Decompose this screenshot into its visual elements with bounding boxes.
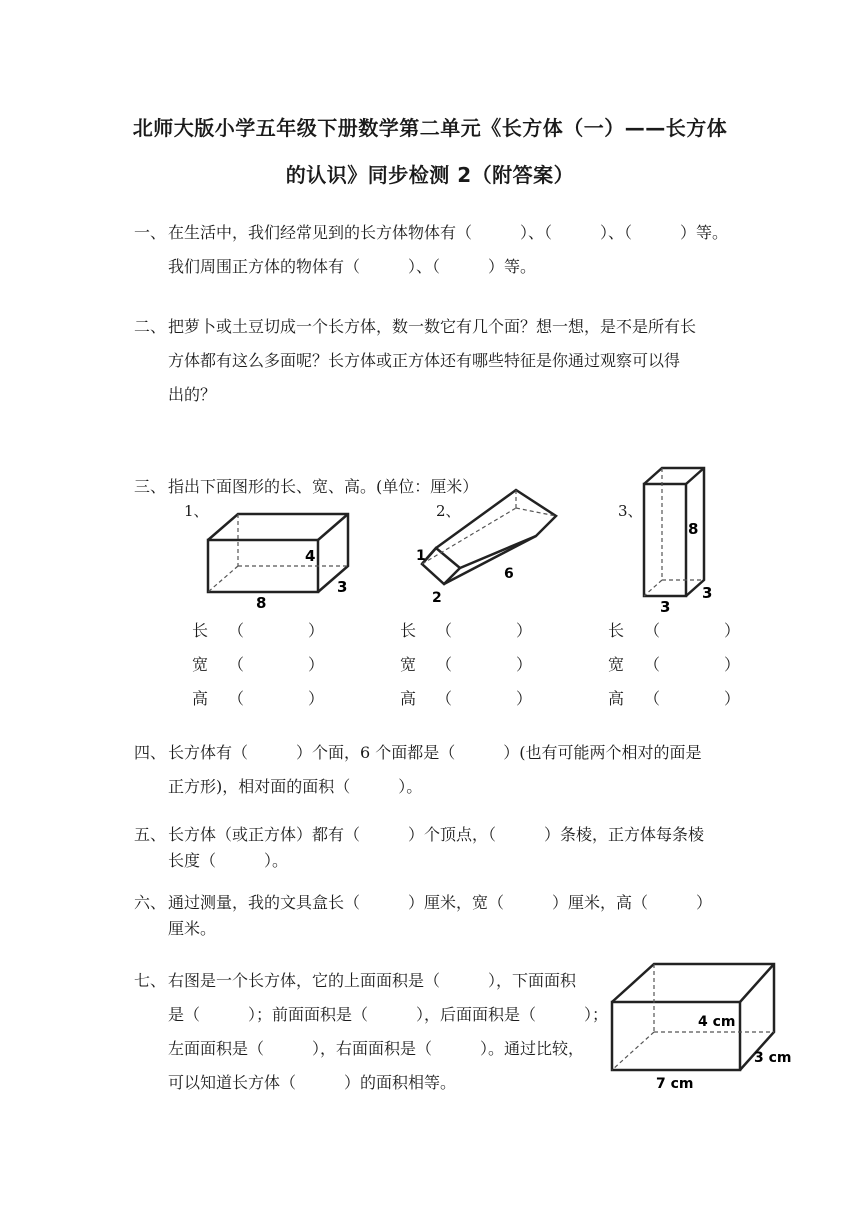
figure-2-cuboid: [410, 484, 570, 606]
dim-label: 1: [416, 548, 426, 564]
figure-1-cuboid: [196, 506, 366, 610]
answer-blank[interactable]: （ ）: [644, 621, 741, 640]
answer-row-height: 高 （ ）: [192, 686, 324, 709]
dim-label: 6: [504, 566, 514, 582]
question-5: [134, 822, 754, 874]
answer-row-width: 宽 （ ）: [400, 652, 532, 675]
question-number: 一、: [134, 223, 167, 242]
answer-blank[interactable]: （ ）: [644, 655, 741, 674]
question-text: 在生活中，我们经常见到的长方体物体有（ ）、（ ）、（ ）等。: [168, 223, 729, 242]
dim-label: 7 cm: [656, 1076, 694, 1092]
question-4: [134, 736, 754, 804]
question-text: 正方形)，相对面的面积（ ）。: [168, 777, 423, 796]
answer-row-length: 长 （ ）: [400, 618, 532, 641]
page-title-line2: 的认识》同步检测 2（附答案）: [285, 163, 575, 187]
question-number: 七、: [134, 971, 167, 990]
dim-label: 3: [337, 578, 348, 596]
question-7: [134, 964, 614, 1100]
figure-q7-cuboid: [604, 958, 800, 1092]
figure-3-label: 3、: [618, 502, 643, 520]
question-number: 三、: [134, 477, 167, 496]
dim-label: 3: [660, 598, 671, 614]
answer-row-length: 长 （ ）: [192, 618, 324, 641]
answer-blank[interactable]: （ ）: [228, 655, 325, 674]
question-number: 二、: [134, 317, 167, 336]
answer-blank[interactable]: （ ）: [644, 689, 741, 708]
answer-row-height: 高 （ ）: [608, 686, 740, 709]
dim-label: 3: [702, 584, 713, 602]
question-text: 是（ ）；前面面积是（ ），后面面积是（ ）；: [168, 1005, 609, 1024]
dim-label: 3 cm: [754, 1050, 792, 1066]
question-text: 左面面积是（ ），右面面积是（ ）。通过比较，: [168, 1039, 585, 1058]
question-text: 长方体（或正方体）都有（ ）个顶点，（ ）条棱，正方体每条棱: [168, 825, 705, 844]
dim-label: 4: [305, 547, 316, 565]
answer-blank[interactable]: （ ）: [228, 689, 325, 708]
answer-blank[interactable]: （ ）: [436, 621, 533, 640]
dim-label: 4 cm: [698, 1014, 736, 1030]
dim-label: 2: [432, 590, 442, 606]
answer-row-length: 长 （ ）: [608, 618, 740, 641]
question-1: [134, 216, 754, 284]
question-2: [134, 310, 754, 412]
figure-3-cuboid: [636, 462, 726, 614]
question-text: 右图是一个长方体，它的上面面积是（ ），下面面积: [168, 971, 577, 990]
answer-row-height: 高 （ ）: [400, 686, 532, 709]
answer-row-width: 宽 （ ）: [608, 652, 740, 675]
answer-blank[interactable]: （ ）: [436, 689, 533, 708]
question-number: 五、: [134, 825, 167, 844]
answer-blank[interactable]: （ ）: [228, 621, 325, 640]
question-text: 厘米。: [168, 919, 217, 938]
question-text: 长度（ ）。: [168, 851, 289, 870]
dim-label: 8: [688, 520, 699, 538]
page-title-line1: 北师大版小学五年级下册数学第二单元《长方体（一）——长方体: [132, 116, 728, 140]
question-text: 长方体有（ ）个面，6 个面都是（ ）(也有可能两个相对的面是: [168, 743, 702, 762]
figure-1-label: 1、: [184, 502, 209, 520]
question-text: 通过测量，我的文具盒长（ ）厘米，宽（ ）厘米，高（ ）: [168, 893, 713, 912]
question-text: 方体都有这么多面呢？长方体或正方体还有哪些特征是你通过观察可以得: [168, 351, 681, 370]
question-text: 我们周围正方体的物体有（ ）、（ ）等。: [168, 257, 537, 276]
question-6: [134, 890, 754, 942]
question-text: 把萝卜或土豆切成一个长方体，数一数它有几个面？想一想，是不是所有长: [168, 317, 697, 336]
question-text: 出的？: [168, 385, 217, 404]
question-text: 可以知道长方体（ ）的面积相等。: [168, 1073, 457, 1092]
question-number: 六、: [134, 893, 167, 912]
question-text: 指出下面图形的长、宽、高。(单位：厘米）: [168, 477, 479, 496]
figure-2-label: 2、: [436, 502, 461, 520]
question-number: 四、: [134, 743, 167, 762]
answer-row-width: 宽 （ ）: [192, 652, 324, 675]
dim-label: 8: [256, 594, 267, 610]
answer-blank[interactable]: （ ）: [436, 655, 533, 674]
